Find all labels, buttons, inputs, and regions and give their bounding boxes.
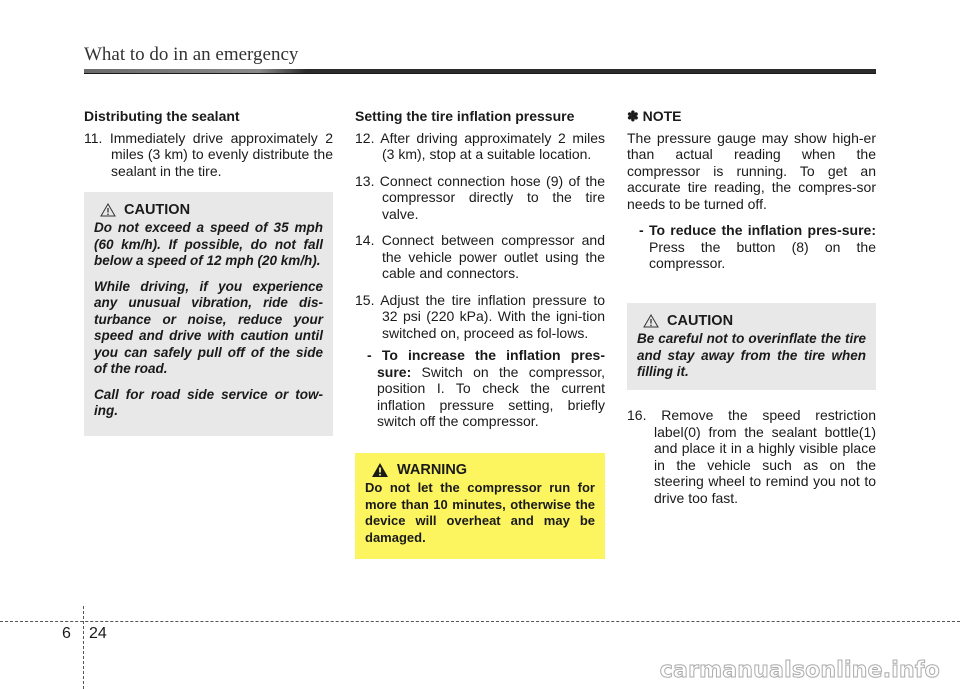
column-3-lower bbox=[627, 407, 876, 516]
column-1 bbox=[84, 108, 333, 189]
page-title: What to do in an emergency bbox=[84, 44, 299, 65]
caution-box-speed bbox=[84, 192, 333, 436]
section-heading-distributing: Distributing the sealant bbox=[84, 108, 240, 124]
caution-paragraph: While driving, if you experience any unusual vibration, ride dis-turbance or noise, reduce your speed and drive with caution until you can safely pull off of the side of the road. bbox=[94, 278, 323, 376]
step-14: 14. Connect between compressor and the vehicle power outlet using the cable and connectors. bbox=[355, 232, 605, 281]
note-text: The pressure gauge may show high-er than actual reading when the compressor is running. To get an accurate tire reading, the compres-sor needs to be turned off. bbox=[627, 129, 876, 212]
caution-title bbox=[100, 202, 323, 218]
warning-box bbox=[355, 453, 605, 559]
caution-box-overinflate bbox=[627, 303, 876, 390]
sub-reduce-label: - To reduce the inflation pres-sure: bbox=[639, 222, 876, 238]
caution-paragraph: Do not exceed a speed of 35 mph (60 km/h). If possible, do not fall below a speed of 12 mph (20 km/h). bbox=[94, 220, 323, 268]
step-12: 12. After driving approximately 2 miles (3 km), stop at a suitable location. bbox=[355, 129, 605, 162]
header-rule bbox=[84, 69, 876, 74]
caution-title-text: CAUTION bbox=[124, 202, 191, 218]
step-11: 11. Immediately drive approximately 2 miles (3 km) to evenly distribute the sealant in the tire. bbox=[84, 129, 333, 179]
warning-icon bbox=[371, 462, 389, 478]
footer-rule bbox=[0, 621, 960, 622]
sub-increase-text: Switch on the compressor, position I. To check the current inflation pressure setting, briefly switch off the compressor. bbox=[377, 363, 605, 429]
caution-title-text: CAUTION bbox=[667, 313, 734, 329]
note-heading: ✽ NOTE bbox=[627, 108, 682, 124]
chapter-number: 6 bbox=[62, 625, 71, 642]
caution-icon bbox=[100, 203, 116, 217]
caution-icon bbox=[643, 314, 659, 328]
footer-divider bbox=[83, 606, 84, 689]
caution-text: Be careful not to overinflate the tire and stay away from the tire when filling it. bbox=[637, 331, 866, 379]
page-number: 24 bbox=[89, 625, 107, 642]
warning-title-text: WARNING bbox=[397, 462, 468, 478]
column-3 bbox=[627, 108, 876, 276]
warning-title bbox=[371, 462, 595, 478]
sub-increase-label: - To increase the inflation pres-sure: bbox=[367, 347, 605, 380]
section-heading-inflation: Setting the tire inflation pressure bbox=[355, 108, 575, 124]
step-16: 16. Remove the speed restriction label(0) from the sealant bottle(1) and place it in a highly visible place in the vehicle such as on the steering wheel to remind you not to drive too fast. bbox=[627, 407, 876, 506]
caution-title bbox=[643, 313, 866, 329]
sub-reduce-pressure bbox=[639, 222, 876, 272]
watermark: carmanualsonline.info bbox=[659, 658, 940, 683]
caution-paragraph: Call for road side service or tow-ing. bbox=[94, 386, 323, 418]
warning-text: Do not let the compressor run for more than 10 minutes, otherwise the device will overheat and may be damaged. bbox=[365, 480, 595, 545]
step-13: 13. Connect connection hose (9) of the compressor directly to the tire valve. bbox=[355, 172, 605, 222]
column-2 bbox=[355, 108, 605, 434]
sub-increase-pressure bbox=[367, 347, 605, 430]
sub-reduce-text: Press the button (8) on the compressor. bbox=[649, 238, 876, 271]
step-15: 15. Adjust the tire inflation pressure to 32 psi (220 kPa). With the igni-tion switched on, proceed as fol-lows. bbox=[355, 291, 605, 341]
